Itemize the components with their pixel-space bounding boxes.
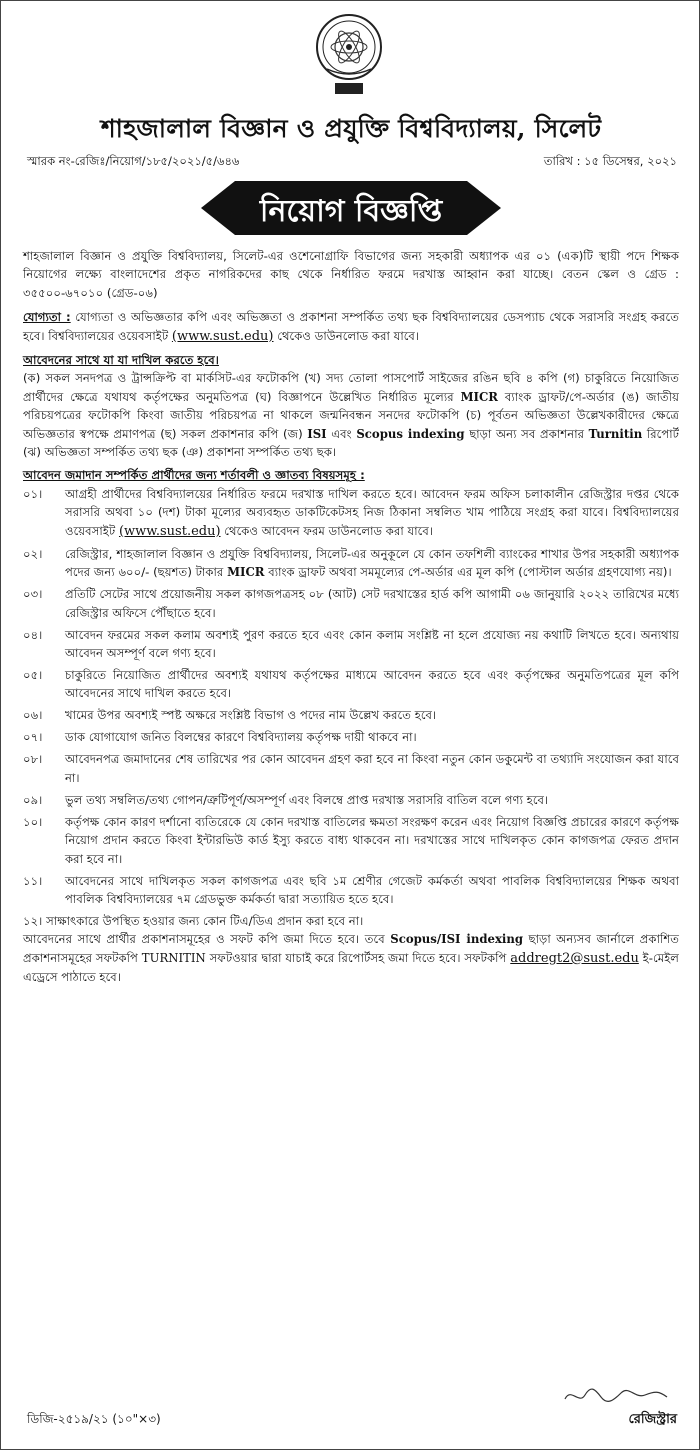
conditions-heading: আবেদন জমাদান সম্পর্কিত প্রার্থীদের জন্য শর্তাবলী ও জ্ঞাতব্য বিষয়সমূহ : (23, 468, 365, 483)
qualification-label: যোগ্যতা : (23, 310, 71, 325)
notice-banner (1, 179, 700, 237)
documents-paragraph: (ক) সকল সনদপত্র ও ট্রান্সক্রিপ্ট বা মার্কসিট-এর ফটোকপি (খ) সদ্য তোলা পাসপোর্ট সাইজের রঙিন ছবি ৪ কপি (গ) চাকুরিতে নিয়োজিত প্রার্থীদের ক্ষেত্রে যথাযথ কর্তৃপক্ষের অনুমতিপত্র (ঘ) বিজ্ঞাপনে উল্লেখিত নির্ধারিত মূল্যের MICR ব্যাংক ড্রাফট/পে-অর্ডার (ঙ) জাতীয় পরিচয়পত্রের ফটোকপি কিংবা জাতীয় পরিচয়পত্র না থাকলে জন্মনিবন্ধন সনদের ফটোকপি (চ) পূর্বতন অভিজ্ঞতা উল্লেখকারীদের ক্ষেত্রে অভিজ্ঞতার স্বপক্ষে প্রমাণপত্র (ছ) সকল প্রকাশনার কপি (জ) ISI এবং Scopus indexing ছাড়া অন্য সব প্রকাশনার Turnitin রিপোর্ট (ঝ) অভিজ্ঞতা সম্পর্কিত তথ্য ছক (ঞ) প্রকাশনা সম্পর্কিত তথ্য ছক। (23, 371, 680, 460)
list-item: ০৭। ডাক যোগাযোগ জনিত বিলম্বের কারণে বিশ্ববিদ্যালয় কর্তৃপক্ষ দায়ী থাকবে না। (23, 730, 417, 745)
registrar-signature (561, 1385, 671, 1407)
list-item: ০৬। খামের উপর অবশ্যই স্পষ্ট অক্ষরে সংশ্লিষ্ট বিভাগ ও পদের নাম উল্লেখ করতে হবে। (23, 708, 437, 723)
list-item: ১১। আবেদনের সাথে দাখিলকৃত সকল কাগজপত্র এবং ছবি ১ম শ্রেণীর গেজেট কর্মকর্তা অথবা পাবলিক বিশ্ববিদ্যালয়ের শিক্ষক অথবা পাবলিক বিশ্ববিদ্যালয়ের ৭ম গ্রেডভুক্ত কর্মকর্তা দ্বারা সত্যায়িত হতে হবে। (23, 873, 679, 906)
list-item: ০৯। ভুল তথ্য সম্বলিত/তথ্য গোপন/ত্রুটিপূর্ণ/অসম্পূর্ণ এবং বিলম্বে প্রাপ্ত দরখাস্ত সরাসরি বাতিল বলে গণ্য হবে। (23, 792, 549, 807)
item-12: ১২। সাক্ষাৎকারে উপস্থিত হওয়ার জন্য কোন টিএ/ডিএ প্রদান করা হবে না। (23, 913, 364, 928)
banner-title: নিয়োগ বিজ্ঞপ্তি (259, 194, 443, 229)
closing-paragraph: আবেদনের সাথে প্রার্থীর প্রকাশনাসমূহের ও সফট কপি জমা দিতে হবে। তবে Scopus/ISI indexing ছাড়া অন্যসব জার্নালে প্রকাশিত প্রকাশনাসমূহের সফটকপি TURNITIN সফটওয়ার দ্বারা যাচাই করে রিপোর্টসহ জমা দিতে হবে। সফটকপি addregt2@sust.edu ই-মেইল এড্রেসে পাঠাতে হবে। (23, 932, 680, 985)
list-item: ১০। কর্তৃপক্ষ কোন কারণ দর্শানো ব্যতিরেকে যে কোন দরখাস্ত বাতিলের ক্ষমতা সংরক্ষণ করেন এবং নিয়োগ বিজ্ঞপ্তি প্রচারের কারণে কর্তৃপক্ষ নিয়োগ প্রদান করতে কিংবা ইন্টারভিউ কার্ড ইস্যু করতে বাধ্য থাকবেন না। দরখাস্তের সাথে দাখিলকৃত কোন কাগজপত্র ফেরত প্রদান করা হবে না। (23, 814, 679, 866)
intro-paragraph: শাহজালাল বিজ্ঞান ও প্রযুক্তি বিশ্ববিদ্যালয়, সিলেট-এর ওশেনোগ্রাফি বিভাগের জন্য সহকারী অধ্যাপক এর ০১ (এক)টি স্থায়ী পদে শিক্ষক নিয়োগের লক্ষ্যে বাংলাদেশের প্রকৃত নাগরিকদের কাছ থেকে নির্ধারিত ফরমে দরখাস্ত আহ্বান করা যাচ্ছে। বেতন স্কেল ও গ্রেড : ৩৫৫০০-৬৭০১০ (গ্রেড-০৬) (23, 249, 679, 300)
list-item: ০৮। আবেদনপত্র জমাদানের শেষ তারিখের পর কোন আবেদন গ্রহণ করা হবে না কিংবা নতুন কোন ডকুমেন্ট বা তথ্যাদি সংযোজন করা যাবে না। (23, 752, 679, 785)
list-item: ০৪। আবেদন ফরমের সকল কলাম অবশ্যই পুরণ করতে হবে এবং কোন কলাম সংশ্লিষ্ট না হলে প্রযোজ্য নয় কথাটি লিখতে হবে। অন্যথায় আবেদন অসম্পূর্ণ বলে গণ্য হবে। (23, 627, 679, 660)
list-item: ০২। রেজিস্ট্রার, শাহজালাল বিজ্ঞান ও প্রযুক্তি বিশ্ববিদ্যালয়, সিলেট-এর অনুকূলে যে কোন তফশিলী ব্যাংকের শাখার উপর সহকারী অধ্যাপক পদের জন্য ৬০০/- (ছয়শত) টাকার MICR ব্যাংক ড্রাফট অথবা সমমূল্যের পে-অর্ডার এর মূল কপি (পোস্টাল অর্ডার গ্রহণযোগ্য নয়)। (23, 546, 679, 580)
website-link[interactable]: (www.sust.edu) (171, 328, 274, 344)
footer (27, 1401, 677, 1441)
qualification-paragraph: যোগ্যতা : যোগ্যতা ও অভিজ্ঞতার কপি এবং অভিজ্ঞতা ও প্রকাশনা সম্পর্কিত তথ্য ছক বিশ্ববিদ্যালয়ের ডেসপ্যাচ থেকে সরাসরি সংগ্রহ করতে হবে। বিশ্ববিদ্যালয়ের ওয়েবসাইট (www.sust.edu) থেকেও ডাউনলোড করা যাবে। (23, 310, 679, 344)
university-seal-logo (313, 13, 385, 97)
website-link[interactable]: (www.sust.edu) (118, 523, 221, 539)
ad-code: ডিজি-২৫১৯/২১ (১০"×৩) (27, 1412, 161, 1426)
email-link[interactable]: addregt2@sust.edu (510, 950, 639, 966)
notice-body (23, 247, 679, 987)
list-item: ০৩। প্রতিটি সেটের সাথে প্রয়োজনীয় সকল কাগজপত্রসহ ০৮ (আট) সেট দরখাস্তের হার্ড কপি আগামী ০৬ জানুয়ারি ২০২২ তারিখের মধ্যে রেজিস্ট্রার অফিসে পৌঁছাতে হবে। (23, 587, 679, 620)
conditions-list (23, 485, 679, 908)
notice-date: তারিখ : ১৫ ডিসেম্বর, ২০২১ (543, 154, 677, 168)
list-item: ০১। আগ্রহী প্রার্থীদের বিশ্ববিদ্যালয়ের নির্ধারিত ফরমে দরখাস্ত দাখিল করতে হবে। আবেদন ফরম অফিস চলাকালীন রেজিস্ট্রার দপ্তর থেকে সরাসরি অথবা ১০ (দশ) টাকা মূল্যের অব্যবহৃত ডাকটিকেটসহ নিজ ঠিকানা সম্বলিত খাম পাঠিয়ে সংগ্রহ করা যাবে। বিশ্ববিদ্যালয়ের ওয়েবসাইট (www.sust.edu) থেকেও আবেদন ফরম ডাউনলোড করা যাবে। (23, 486, 679, 539)
memo-number: স্মারক নং-রেজিঃ/নিয়োগ/১৮৫/২০২১/৫/৬৪৬ (27, 154, 240, 168)
signatory-title: রেজিস্ট্রার (628, 1412, 677, 1427)
university-title: শাহজালাল বিজ্ঞান ও প্রযুক্তি বিশ্ববিদ্যালয়, সিলেট (100, 114, 602, 143)
list-item: ০৫। চাকুরিতে নিয়োজিত প্রার্থীদের অবশ্যই যথাযথ কর্তৃপক্ষের মাধ্যমে আবেদন করতে হবে এবং কর্তৃপক্ষের অনুমতিপত্রের মূল কপি আবেদনের সাথে দাখিল করতে হবে। (23, 667, 679, 701)
documents-heading: আবেদনের সাথে যা যা দাখিল করতে হবে। (23, 353, 219, 368)
